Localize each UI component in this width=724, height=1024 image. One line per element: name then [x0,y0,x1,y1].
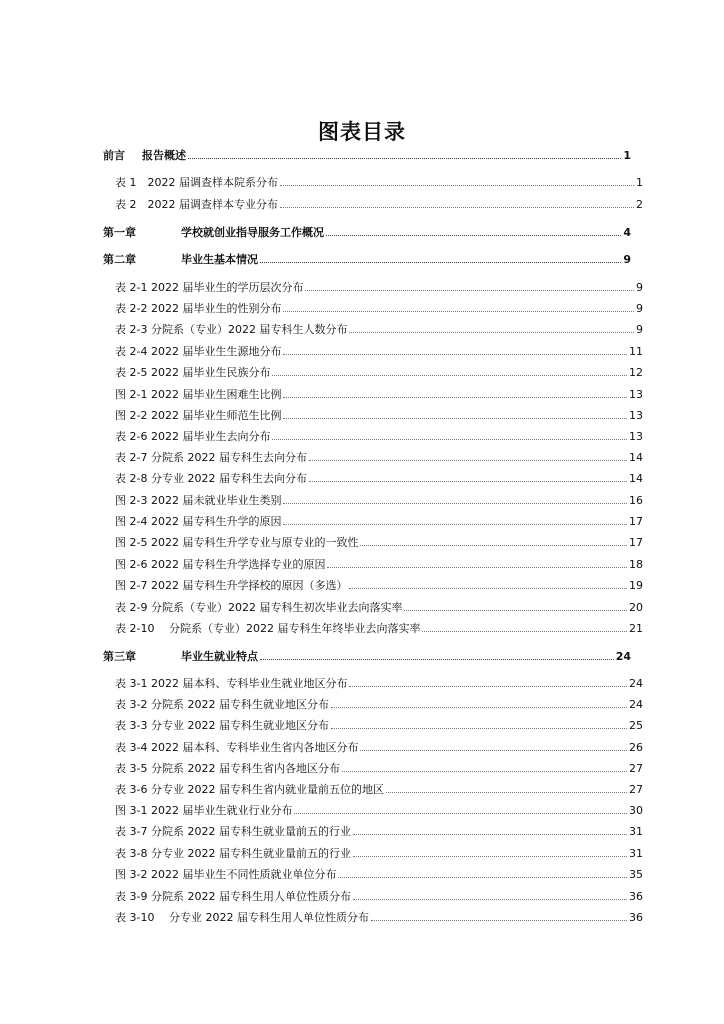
page-number: 20 [629,601,643,614]
dot-leader [331,719,627,729]
toc-entry[interactable] [103,281,643,295]
dot-leader [386,783,627,793]
page-number: 9 [636,323,643,336]
chapter-number: 第二章 [103,253,136,266]
page-number: 16 [629,494,643,507]
toc-label: 表 2-5 2022 届毕业生民族分布 [115,366,271,379]
dot-leader [272,366,627,376]
page-number: 17 [629,515,643,528]
dot-leader [280,176,634,186]
toc-entry[interactable] [103,762,643,776]
toc-label [103,253,258,267]
chapter-title: 学校就创业指导服务工作概况 [181,226,324,239]
dot-leader [353,825,627,835]
toc-label: 图 2-7 2022 届专科生升学择校的原因（多选） [115,579,348,592]
page-number: 13 [629,409,643,422]
page-number: 18 [629,558,643,571]
dot-leader [326,226,621,236]
dot-leader [283,409,627,419]
toc-entry[interactable] [103,176,643,190]
dot-leader [349,677,627,687]
toc-label: 表 3-3 分专业 2022 届专科生就业地区分布 [115,719,329,732]
dot-leader [305,281,634,291]
page-number: 2 [636,198,643,211]
chapter-number: 第一章 [103,226,136,239]
page-number: 19 [629,579,643,592]
toc-chapter[interactable] [103,226,631,240]
toc-entry[interactable] [103,430,643,444]
page-number: 1 [636,176,643,189]
toc-entry[interactable] [103,804,643,818]
toc-entry[interactable] [103,302,643,316]
toc-entry[interactable] [103,323,643,337]
page-number: 24 [629,698,643,711]
dot-leader [188,149,621,159]
dot-leader [353,890,627,900]
toc-label: 表 2-2 2022 届毕业生的性别分布 [115,302,282,315]
toc-entry[interactable] [103,345,643,359]
page-number: 11 [629,345,643,358]
dot-leader [353,847,627,857]
page-number: 12 [629,366,643,379]
toc-label: 图 2-1 2022 届毕业生困难生比例 [115,388,282,401]
toc-label: 图 2-6 2022 届专科生升学选择专业的原因 [115,558,326,571]
dot-leader [283,345,627,355]
page-number: 24 [629,677,643,690]
page-number: 25 [629,719,643,732]
toc-chapter[interactable] [103,149,631,163]
chapter-title: 毕业生基本情况 [181,253,258,266]
dot-leader [342,762,627,772]
toc-chapter[interactable] [103,650,631,664]
page-number: 31 [629,847,643,860]
toc-entry[interactable] [103,868,643,882]
chapter-number: 第三章 [103,650,136,663]
toc-entry[interactable] [103,366,643,380]
page-number: 9 [623,253,631,266]
toc-entry[interactable] [103,409,643,423]
toc-label: 表 2-6 2022 届毕业生去向分布 [115,430,271,443]
dot-leader [280,198,634,208]
toc-label: 表 2-7 分院系 2022 届专科生去向分布 [115,451,307,464]
toc-label: 表 2-9 分院系（专业）2022 届专科生初次毕业去向落实率 [115,601,403,614]
toc-label: 表 3-5 分院系 2022 届专科生省内各地区分布 [115,762,340,775]
dot-leader [260,650,614,660]
toc-label [103,650,258,664]
dot-leader [349,579,627,589]
toc-entry[interactable] [103,558,643,572]
toc-entry[interactable] [103,783,643,797]
page-number: 9 [636,281,643,294]
chapter-title: 毕业生就业特点 [181,650,258,663]
chapter-number: 前言 [103,149,125,162]
toc-entry[interactable] [103,911,643,925]
toc-label: 表 3-10 分专业 2022 届专科生用人单位性质分布 [115,911,369,924]
toc-entry[interactable] [103,825,643,839]
toc-entry[interactable] [103,451,643,465]
toc-entry[interactable] [103,515,643,529]
toc-label: 表 1 2022 届调查样本院系分布 [115,176,278,189]
dot-leader [360,536,627,546]
dot-leader [338,868,627,878]
dot-leader [272,430,627,440]
toc-entry[interactable] [103,847,643,861]
toc-entry[interactable] [103,494,643,508]
toc-label: 表 3-9 分院系 2022 届专科生用人单位性质分布 [115,890,351,903]
toc-entry[interactable] [103,579,643,593]
page-number: 27 [629,762,643,775]
toc-label: 表 2-10 分院系（专业）2022 届专科生年终毕业去向落实率 [115,622,421,635]
toc-chapter[interactable] [103,253,631,267]
page-number: 31 [629,825,643,838]
toc-entry[interactable] [103,677,643,691]
page-number: 27 [629,783,643,796]
dot-leader [327,558,627,568]
toc-label: 表 3-4 2022 届本科、专科毕业生省内各地区分布 [115,741,359,754]
page-number: 36 [629,890,643,903]
dot-leader [422,622,627,632]
page-number: 14 [629,451,643,464]
toc-label: 表 2 2022 届调查样本专业分布 [115,198,278,211]
toc-entry[interactable] [103,622,643,636]
page-number: 30 [629,804,643,817]
page-number: 13 [629,430,643,443]
page-number: 21 [629,622,643,635]
toc-label: 表 3-1 2022 届本科、专科毕业生就业地区分布 [115,677,348,690]
dot-leader [283,388,627,398]
page-number: 35 [629,868,643,881]
dot-leader [349,323,634,333]
toc-entry[interactable] [103,698,643,712]
dot-leader [360,741,627,751]
toc-label: 表 2-4 2022 届毕业生生源地分布 [115,345,282,358]
page-number: 36 [629,911,643,924]
dot-leader [404,601,627,611]
dot-leader [283,302,634,312]
dot-leader [309,451,627,461]
page-number: 4 [623,226,631,239]
page-number: 9 [636,302,643,315]
toc-entry[interactable] [103,601,643,615]
dot-leader [309,472,627,482]
toc-label: 图 2-2 2022 届毕业生师范生比例 [115,409,282,422]
toc-label: 表 3-6 分专业 2022 届专科生省内就业量前五位的地区 [115,783,384,796]
toc-label: 图 3-2 2022 届毕业生不同性质就业单位分布 [115,868,337,881]
toc-label: 表 3-7 分院系 2022 届专科生就业量前五的行业 [115,825,351,838]
toc-label: 图 2-5 2022 届专科生升学专业与原专业的一致性 [115,536,359,549]
page-title: 图表目录 [318,120,406,144]
dot-leader [294,804,627,814]
page-number: 26 [629,741,643,754]
toc-label: 图 2-4 2022 届专科生升学的原因 [115,515,282,528]
toc-entry[interactable] [103,198,643,212]
dot-leader [283,515,627,525]
toc-label: 表 2-1 2022 届毕业生的学历层次分布 [115,281,304,294]
dot-leader [371,911,627,921]
page-number: 1 [623,149,631,162]
toc-label: 表 3-8 分专业 2022 届专科生就业量前五的行业 [115,847,351,860]
dot-leader [283,494,627,504]
dot-leader [260,253,621,263]
toc-label: 表 2-8 分专业 2022 届专科生去向分布 [115,472,307,485]
page-number: 24 [615,650,631,663]
page-number: 17 [629,536,643,549]
toc-label: 图 3-1 2022 届毕业生就业行业分布 [115,804,293,817]
chapter-title: 报告概述 [142,149,186,162]
toc-label [103,149,186,163]
toc-entry[interactable] [103,472,643,486]
toc-entry[interactable] [103,741,643,755]
page-number: 14 [629,472,643,485]
toc-entry[interactable] [103,890,643,904]
dot-leader [331,698,627,708]
toc-label: 表 3-2 分院系 2022 届专科生就业地区分布 [115,698,329,711]
toc-label [103,226,324,240]
page-number: 13 [629,388,643,401]
toc-label: 图 2-3 2022 届未就业毕业生类别 [115,494,282,507]
toc-entry[interactable] [103,388,643,402]
toc-entry[interactable] [103,536,643,550]
toc-label: 表 2-3 分院系（专业）2022 届专科生人数分布 [115,323,348,336]
toc-entry[interactable] [103,719,643,733]
